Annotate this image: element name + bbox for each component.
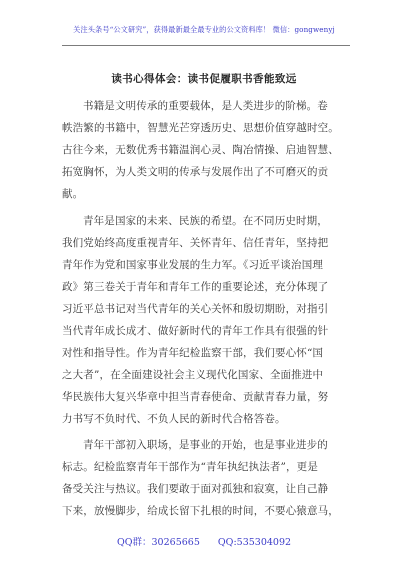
paragraph-line: 我们党始终高度重视青年、关怀青年、信任青年，坚持把 (62, 237, 329, 249)
paragraph-line: 古往今来，无数优秀书籍温润心灵、陶冶情操、启迪智慧、 (62, 144, 339, 156)
footer-contact (8, 534, 400, 548)
document-title: 读书心得体会：读书促履职书香能致远 (111, 73, 297, 85)
paragraph-3 (62, 434, 354, 522)
paragraph-line: 备受关注与热议。我们要敢于面对孤独和寂寞，让自己静 (62, 483, 329, 495)
header-divider (62, 45, 350, 46)
paragraph-line: 之大者”，在全面建设社会主义现代化国家、全面推进中 (62, 369, 324, 381)
paragraph-line: 青年干部初入职场，是事业的开始，也是事业进步的 (83, 439, 328, 451)
paragraph-line: 青年是国家的未来、民族的希望。在不同历史时期， (83, 215, 328, 227)
paragraph-2 (62, 210, 354, 430)
paragraph-line: 习近平总书记对当代青年的关心关怀和殷切期盼，对指引 (62, 303, 329, 315)
paragraph-1 (62, 95, 354, 205)
paragraph-line: 华民族伟大复兴华章中担当青春使命、贡献青春力量，努 (62, 391, 329, 403)
paragraph-line: 标志。纪检监察青年干部作为“青年执纪执法者”，更是 (62, 461, 318, 473)
paragraph-line: 政》第三卷关于青年和青年工作的重要论述，充分体现了 (62, 281, 329, 293)
paragraph-line: 帙浩繁的书籍中，智慧光芒穿透历史、思想价值穿越时空。 (62, 122, 339, 134)
header-banner: 关注头条号“公文研究”，获得最新最全最专业的公文资料库！ 微信：gongwenyj (73, 25, 335, 34)
qq-group-number: QQ群：30265665 (116, 537, 200, 548)
paragraph-line: 力书写不负时代、不负人民的新时代合格答卷。 (62, 413, 286, 425)
paragraph-line: 书籍是文明传承的重要载体，是人类进步的阶梯。卷 (83, 100, 328, 112)
paragraph-line: 下来，放慢脚步，给成长留下扎根的时间，不要心猿意马， (62, 505, 339, 517)
paragraph-line: 拓宽胸怀，为人类文明的传承与发展作出了不可磨灭的贡 (62, 166, 329, 178)
paragraph-line: 对性和指导性。作为青年纪检监察干部，我们要心怀“国 (62, 347, 324, 359)
paragraph-line: 青年作为党和国家事业发展的生力军。《习近平谈治国理 (62, 259, 323, 271)
paragraph-line: 献。 (62, 188, 84, 200)
qq-number: QQ:535304092 (217, 537, 292, 548)
paragraph-line: 当代青年成长成才、做好新时代的青年工作具有很强的针 (62, 325, 329, 337)
